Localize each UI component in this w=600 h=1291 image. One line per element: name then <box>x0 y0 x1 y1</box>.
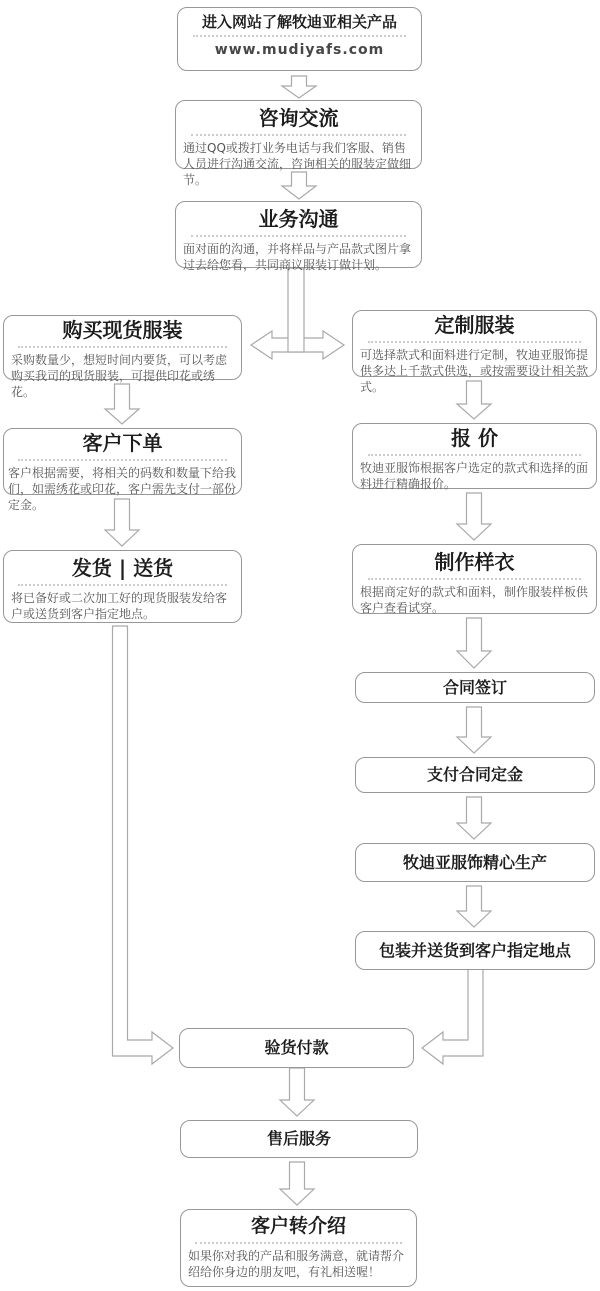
flow-box-website <box>177 7 422 71</box>
flow-box-order <box>3 428 242 513</box>
box-body: 客户根据需要，将相关的码数和数量下给我们，如需绣花或印花，客户需先支付一部份定金。 <box>8 466 237 513</box>
box-title: 进入网站了解牧迪亚相关产品 <box>201 13 397 31</box>
box-title: 报 价 <box>451 426 498 450</box>
box-body: 通过QQ或拨打业务电话与我们客服、销售人员进行沟通交流，咨询相关的服装定做细节。 <box>183 141 412 188</box>
flow-box-ship <box>3 550 242 623</box>
flow-box-produce <box>355 843 595 882</box>
down-arrow-icon <box>282 76 316 98</box>
box-body: 牧迪亚服饰根据客户选定的款式和选择的面料进行精确报价。 <box>360 461 589 492</box>
flow-box-aftersale <box>180 1120 418 1158</box>
dotted-divider <box>18 346 227 348</box>
dotted-divider <box>18 584 227 586</box>
box-title: 客户下单 <box>82 431 163 455</box>
dotted-divider <box>368 341 582 343</box>
dotted-divider <box>191 134 407 136</box>
down-arrow-icon <box>457 493 491 540</box>
box-title: 咨询交流 <box>258 106 339 130</box>
box-title: 发货 | 送货 <box>71 556 174 580</box>
box-body: 将已备好或二次加工好的现货服装发给客户或送货到客户指定地点。 <box>11 591 228 622</box>
flow-box-buy-stock <box>3 315 242 400</box>
down-arrow-icon <box>457 707 491 753</box>
box-body: 面对面的沟通，并将样品与产品款式图片拿过去给您看，共同商议服装订做计划。 <box>183 242 412 273</box>
dotted-divider <box>368 578 582 580</box>
box-body: 采购数量少，想短时间内要货，可以考虑购买我司的现货服装，可提供印花或绣花。 <box>11 353 228 400</box>
box-title: 制作样衣 <box>434 550 515 574</box>
flow-box-consult <box>175 100 422 188</box>
down-arrow-icon <box>457 886 491 927</box>
down-arrow-icon <box>280 1162 314 1205</box>
elbow-arrow-left-icon <box>113 626 174 1064</box>
flow-box-referral <box>180 1209 417 1287</box>
flow-box-sample <box>352 544 597 614</box>
website-url: www.mudiyafs.com <box>214 41 385 58</box>
down-arrow-icon <box>280 1068 314 1116</box>
flow-box-inspect <box>179 1028 414 1068</box>
flow-box-business <box>175 201 422 273</box>
box-title: 定制服装 <box>434 313 515 337</box>
dotted-divider <box>18 459 227 461</box>
box-title: 客户转介绍 <box>250 1215 346 1237</box>
split-pipe <box>288 268 304 352</box>
elbow-arrow-right-icon <box>422 968 483 1064</box>
box-title: 支付合同定金 <box>426 765 523 784</box>
dotted-divider <box>193 35 407 37</box>
flow-box-quote <box>352 423 597 492</box>
dotted-divider <box>368 454 582 456</box>
dotted-divider <box>195 1242 402 1244</box>
box-body: 如果你对我的产品和服务满意，就请帮介绍给你身边的朋友吧，有礼相送喔！ <box>188 1248 405 1279</box>
down-arrow-icon <box>457 797 491 839</box>
flow-box-custom <box>352 310 597 395</box>
flow-box-package <box>355 931 595 970</box>
box-title: 验货付款 <box>264 1038 329 1057</box>
box-title: 购买现货服装 <box>62 318 183 342</box>
down-arrow-icon <box>457 618 491 668</box>
box-body: 可选择款式和面料进行定制，牧迪亚服饰提供多达上千款式供选，或按需要设计相关款式。 <box>360 348 589 395</box>
box-title: 售后服务 <box>266 1129 331 1148</box>
box-title: 合同签订 <box>442 677 507 697</box>
flow-box-deposit <box>355 757 595 793</box>
box-title: 包装并送货到客户指定地点 <box>378 940 571 960</box>
flow-box-contract <box>355 672 595 703</box>
box-title: 牧迪亚服饰精心生产 <box>402 852 547 872</box>
box-title: 业务沟通 <box>258 207 339 231</box>
box-body: 根据商定好的款式和面料，制作服装样板供客户查看试穿。 <box>360 585 589 616</box>
dotted-divider <box>191 235 407 237</box>
